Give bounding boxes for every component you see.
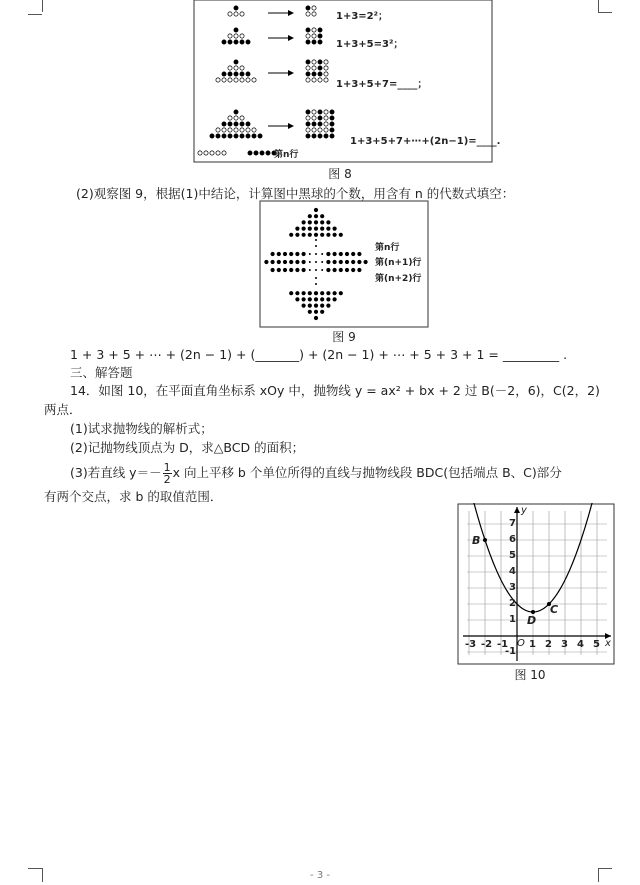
black-dot — [345, 252, 349, 256]
x-tick-label: -3 — [465, 639, 477, 650]
white-dot — [228, 116, 232, 120]
black-dot — [321, 261, 323, 263]
black-dot — [320, 233, 324, 237]
white-dot — [240, 78, 244, 82]
black-dot — [318, 28, 322, 32]
black-dot — [333, 297, 337, 301]
black-dot — [321, 269, 323, 271]
fig8-eq2: 1+3+5=3²； — [336, 39, 404, 50]
black-dot — [309, 253, 311, 255]
black-dot — [308, 233, 312, 237]
black-dot — [314, 316, 318, 320]
part2-text: (2)观察图 9，根据(1)中结论，计算图中黑球的个数，用含有 n 的代数式填空： — [76, 186, 515, 201]
black-dot — [228, 72, 232, 76]
white-dot — [234, 116, 238, 120]
black-dot — [260, 151, 264, 155]
black-dot — [289, 233, 293, 237]
q14-part3-cont: 有两个交点，求 b 的取值范围． — [44, 489, 223, 504]
black-dot — [289, 268, 293, 272]
fig10-label-D: D — [527, 614, 537, 627]
white-dot — [306, 12, 310, 16]
x-tick-label: -1 — [497, 639, 509, 650]
black-dot — [320, 297, 324, 301]
black-dot — [277, 252, 281, 256]
black-dot — [302, 220, 306, 224]
crop-mark-bottom-right — [598, 868, 612, 869]
black-dot — [254, 151, 258, 155]
black-dot — [314, 214, 318, 218]
y-axis-arrow — [514, 507, 520, 513]
black-dot — [234, 40, 238, 44]
black-dot — [210, 134, 214, 138]
black-dot — [234, 28, 238, 32]
black-dot — [302, 291, 306, 295]
black-dot — [228, 122, 232, 126]
black-dot — [295, 297, 299, 301]
black-dot — [308, 304, 312, 308]
black-dot — [216, 134, 220, 138]
white-dot — [312, 110, 316, 114]
x-tick-label: 2 — [545, 639, 552, 650]
black-dot — [345, 260, 349, 264]
black-dot — [314, 227, 318, 231]
parabola-curve — [472, 503, 594, 612]
black-dot — [266, 151, 270, 155]
black-dot — [302, 268, 306, 272]
black-dot — [318, 60, 322, 64]
q14-line2: 两点． — [44, 402, 82, 417]
white-dot — [312, 78, 316, 82]
x-tick-label: 1 — [529, 639, 536, 650]
black-dot — [234, 6, 238, 10]
crop-mark-top-left-v — [42, 0, 43, 12]
fig8-row-label: 第n行 — [274, 150, 299, 160]
black-dot — [324, 134, 328, 138]
black-dot — [333, 291, 337, 295]
q14-line1: 14．如图 10，在平面直角坐标系 xOy 中，抛物线 y = ax² + bx + 2 过 B(－2，6)，C(2，2) — [70, 383, 600, 398]
black-dot — [315, 245, 317, 247]
black-dot — [326, 291, 330, 295]
black-dot — [330, 122, 334, 126]
figure-9-caption: 图 9 — [332, 330, 356, 344]
black-dot — [330, 134, 334, 138]
black-dot — [333, 227, 337, 231]
black-dot — [326, 260, 330, 264]
black-dot — [295, 291, 299, 295]
black-dot — [333, 260, 337, 264]
black-dot — [314, 291, 318, 295]
x-tick-label: 3 — [561, 639, 568, 650]
q14-part3-end: x 向上平移 b 个单位所得的直线与抛物线段 BDC(包括端点 B、C)部分 — [172, 465, 562, 480]
black-dot — [306, 28, 310, 32]
white-dot — [246, 78, 250, 82]
black-dot — [314, 233, 318, 237]
white-dot — [228, 78, 232, 82]
q14-part1: (1)试求抛物线的解析式； — [70, 421, 213, 436]
black-dot — [295, 260, 299, 264]
black-dot — [277, 260, 281, 264]
figure-10 — [457, 503, 615, 665]
black-dot — [302, 233, 306, 237]
black-dot — [326, 268, 330, 272]
black-dot — [320, 304, 324, 308]
black-dot — [339, 268, 343, 272]
y-tick-label: 4 — [509, 566, 516, 577]
black-dot — [240, 72, 244, 76]
white-dot — [234, 78, 238, 82]
fig10-label-C: C — [550, 603, 559, 616]
black-dot — [283, 268, 287, 272]
black-dot — [306, 6, 310, 10]
black-dot — [312, 122, 316, 126]
black-dot — [302, 297, 306, 301]
black-dot — [330, 128, 334, 132]
black-dot — [339, 233, 343, 237]
black-dot — [320, 310, 324, 314]
crop-mark-top-right — [598, 12, 612, 13]
white-dot — [312, 60, 316, 64]
black-dot — [315, 277, 317, 279]
section-heading: 三、解答题 — [70, 365, 133, 380]
white-dot — [312, 6, 316, 10]
black-dot — [308, 310, 312, 314]
fig8-eq1: 1+3=2²； — [336, 11, 389, 22]
black-dot — [295, 227, 299, 231]
point-B — [483, 538, 487, 542]
black-dot — [315, 261, 317, 263]
crop-mark-bottom-left — [28, 868, 42, 869]
black-dot — [357, 260, 361, 264]
white-dot — [234, 66, 238, 70]
white-dot — [246, 128, 250, 132]
white-dot — [216, 78, 220, 82]
black-dot — [364, 260, 368, 264]
black-dot — [283, 252, 287, 256]
black-dot — [295, 233, 299, 237]
black-dot — [320, 227, 324, 231]
black-dot — [309, 261, 311, 263]
black-dot — [240, 40, 244, 44]
white-dot — [198, 151, 202, 155]
white-dot — [312, 12, 316, 16]
black-dot — [302, 260, 306, 264]
black-dot — [306, 122, 310, 126]
black-dot — [246, 122, 250, 126]
white-dot — [306, 34, 310, 38]
figure-8 — [188, 0, 501, 165]
black-dot — [302, 304, 306, 308]
white-dot — [240, 128, 244, 132]
white-dot — [318, 78, 322, 82]
white-dot — [216, 128, 220, 132]
y-tick-label: 3 — [509, 582, 516, 593]
black-dot — [321, 253, 323, 255]
black-dot — [246, 134, 250, 138]
white-dot — [222, 78, 226, 82]
black-dot — [339, 291, 343, 295]
black-dot — [333, 233, 337, 237]
black-dot — [315, 269, 317, 271]
black-dot — [283, 260, 287, 264]
black-dot — [228, 134, 232, 138]
arrow-head — [288, 10, 294, 16]
white-dot — [324, 72, 328, 76]
white-dot — [240, 66, 244, 70]
fig9-label-row-n2: 第(n+2)行 — [375, 274, 422, 284]
black-dot — [289, 252, 293, 256]
fig8-eq4: 1+3+5+7+⋯+(2n−1)=____. — [350, 136, 501, 147]
white-dot — [306, 78, 310, 82]
black-dot — [306, 110, 310, 114]
white-dot — [216, 151, 220, 155]
white-dot — [204, 151, 208, 155]
black-dot — [326, 220, 330, 224]
white-dot — [252, 78, 256, 82]
white-dot — [306, 116, 310, 120]
fraction-denominator: 2 — [163, 473, 171, 486]
black-dot — [318, 134, 322, 138]
crop-mark-top-left — [28, 0, 42, 15]
black-dot — [333, 268, 337, 272]
black-dot — [289, 260, 293, 264]
black-dot — [234, 72, 238, 76]
y-tick-label: 7 — [509, 518, 516, 529]
black-dot — [339, 252, 343, 256]
white-dot — [324, 116, 328, 120]
black-dot — [271, 260, 275, 264]
black-dot — [289, 291, 293, 295]
black-dot — [351, 268, 355, 272]
black-dot — [314, 208, 318, 212]
black-dot — [308, 291, 312, 295]
y-tick-label: 6 — [509, 534, 516, 545]
black-dot — [318, 122, 322, 126]
black-dot — [295, 268, 299, 272]
black-dot — [222, 72, 226, 76]
white-dot — [312, 116, 316, 120]
black-dot — [252, 134, 256, 138]
black-dot — [302, 252, 306, 256]
sum-equation: 1 + 3 + 5 + ⋯ + (2n − 1) + (_______) + (2n − 1) + ⋯ + 5 + 3 + 1 = _________ . — [70, 347, 568, 362]
white-dot — [324, 60, 328, 64]
black-dot — [326, 233, 330, 237]
black-dot — [222, 122, 226, 126]
black-dot — [309, 269, 311, 271]
black-dot — [228, 40, 232, 44]
black-dot — [234, 60, 238, 64]
black-dot — [312, 134, 316, 138]
black-dot — [357, 252, 361, 256]
fig9-label-row-n: 第n行 — [375, 243, 400, 253]
fig10-grid — [467, 511, 607, 655]
black-dot — [222, 40, 226, 44]
black-dot — [330, 110, 334, 114]
white-dot — [312, 128, 316, 132]
y-tick-label: 2 — [509, 598, 516, 609]
white-dot — [240, 34, 244, 38]
black-dot — [351, 252, 355, 256]
white-dot — [324, 66, 328, 70]
black-dot — [234, 110, 238, 114]
white-dot — [306, 128, 310, 132]
black-dot — [314, 297, 318, 301]
fig10-x-label: x — [605, 638, 611, 649]
white-dot — [234, 12, 238, 16]
black-dot — [306, 72, 310, 76]
black-dot — [351, 260, 355, 264]
fig9-label-row-n1: 第(n+1)行 — [375, 258, 422, 268]
black-dot — [318, 40, 322, 44]
black-dot — [306, 40, 310, 44]
black-dot — [315, 239, 317, 241]
black-dot — [308, 214, 312, 218]
black-dot — [222, 134, 226, 138]
black-dot — [306, 60, 310, 64]
fig8-eq3: 1+3+5+7=____； — [336, 79, 428, 90]
black-dot — [306, 134, 310, 138]
black-dot — [320, 220, 324, 224]
white-dot — [252, 128, 256, 132]
black-dot — [339, 260, 343, 264]
black-dot — [312, 40, 316, 44]
y-tick-label: 1 — [509, 614, 516, 625]
black-dot — [326, 297, 330, 301]
x-tick-label: 5 — [593, 639, 600, 650]
fig10-y-label: y — [521, 505, 527, 516]
white-dot — [324, 128, 328, 132]
fig10-label-B: B — [472, 534, 481, 547]
black-dot — [320, 291, 324, 295]
black-dot — [318, 72, 322, 76]
black-dot — [314, 304, 318, 308]
black-dot — [314, 310, 318, 314]
white-dot — [312, 28, 316, 32]
white-dot — [312, 66, 316, 70]
black-dot — [271, 268, 275, 272]
white-dot — [234, 34, 238, 38]
x-tick-label: 4 — [577, 639, 584, 650]
white-dot — [240, 12, 244, 16]
black-dot — [248, 151, 252, 155]
black-dot — [314, 220, 318, 224]
black-dot — [246, 72, 250, 76]
arrow-head — [288, 70, 294, 76]
black-dot — [234, 122, 238, 126]
q14-part3-start: (3)若直线 y＝－ — [70, 465, 162, 480]
y-tick-label: -1 — [505, 646, 517, 657]
white-dot — [306, 66, 310, 70]
white-dot — [222, 128, 226, 132]
white-dot — [228, 128, 232, 132]
white-dot — [228, 34, 232, 38]
white-dot — [240, 116, 244, 120]
black-dot — [326, 252, 330, 256]
fraction-numerator: 1 — [163, 461, 171, 474]
fig10-origin: O — [517, 638, 525, 649]
black-dot — [240, 134, 244, 138]
black-dot — [333, 252, 337, 256]
white-dot — [228, 66, 232, 70]
black-dot — [326, 304, 330, 308]
x-tick-label: -2 — [481, 639, 493, 650]
q14-part2: (2)记抛物线顶点为 D，求△BCD 的面积； — [70, 440, 305, 455]
white-dot — [324, 110, 328, 114]
black-dot — [240, 122, 244, 126]
white-dot — [318, 128, 322, 132]
q14-part3 — [70, 462, 562, 485]
black-dot — [271, 252, 275, 256]
black-dot — [318, 66, 322, 70]
black-dot — [318, 34, 322, 38]
white-dot — [234, 128, 238, 132]
black-dot — [308, 227, 312, 231]
black-dot — [295, 252, 299, 256]
white-dot — [324, 78, 328, 82]
black-dot — [320, 214, 324, 218]
fraction — [163, 462, 172, 485]
black-dot — [234, 134, 238, 138]
white-dot — [324, 122, 328, 126]
white-dot — [210, 151, 214, 155]
page-number: - 3 - — [310, 870, 330, 881]
black-dot — [345, 268, 349, 272]
white-dot — [222, 151, 226, 155]
black-dot — [315, 253, 317, 255]
white-dot — [228, 12, 232, 16]
black-dot — [308, 220, 312, 224]
black-dot — [318, 110, 322, 114]
arrow-head — [288, 123, 294, 129]
black-dot — [357, 268, 361, 272]
black-dot — [312, 72, 316, 76]
black-dot — [315, 283, 317, 285]
black-dot — [308, 297, 312, 301]
black-dot — [258, 134, 262, 138]
black-dot — [318, 116, 322, 120]
figure-10-caption: 图 10 — [514, 668, 546, 682]
black-dot — [326, 227, 330, 231]
figure-8-caption: 图 8 — [328, 167, 352, 181]
figure-9 — [258, 200, 430, 328]
arrow-head — [288, 35, 294, 41]
black-dot — [302, 227, 306, 231]
white-dot — [312, 34, 316, 38]
black-dot — [277, 268, 281, 272]
crop-mark-top-right-v — [598, 0, 599, 12]
y-tick-label: 5 — [509, 550, 516, 561]
black-dot — [246, 40, 250, 44]
black-dot — [330, 116, 334, 120]
black-dot — [264, 260, 268, 264]
